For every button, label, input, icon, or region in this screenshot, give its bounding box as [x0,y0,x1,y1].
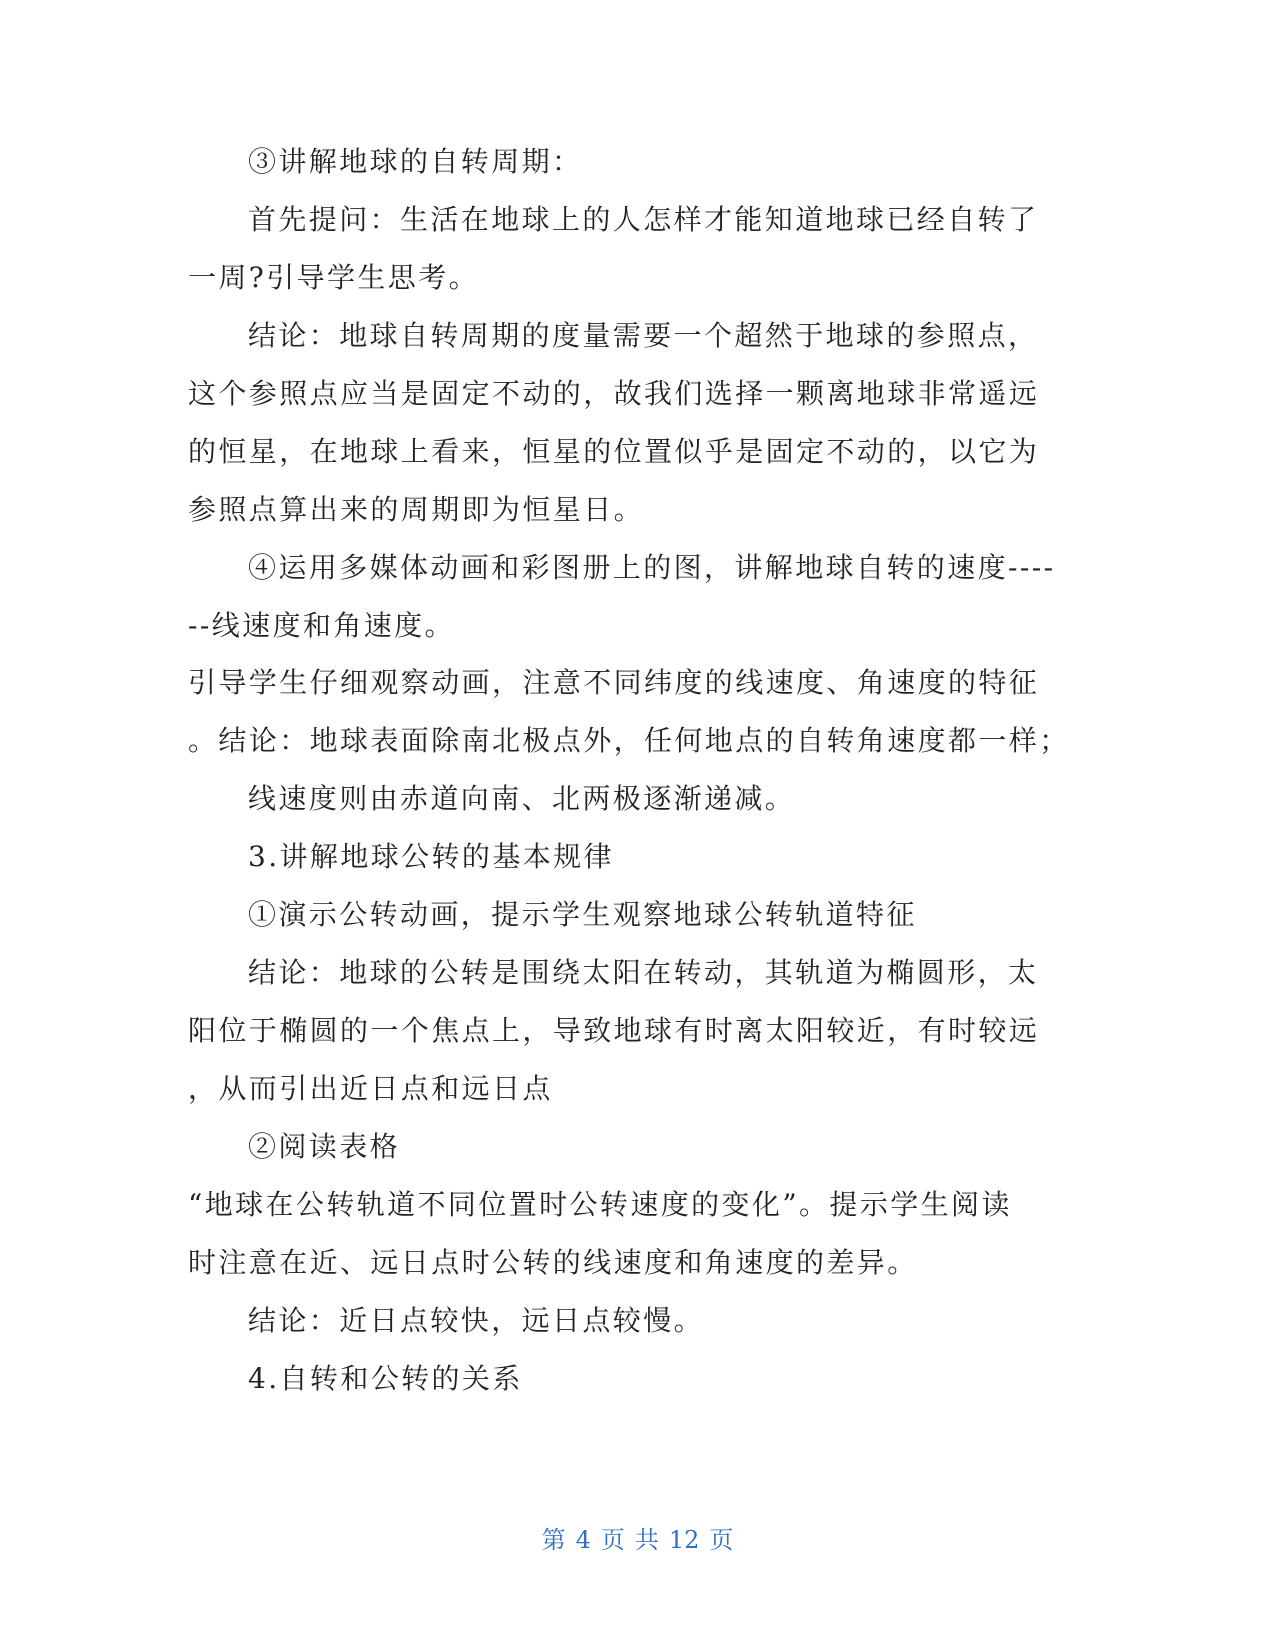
body-line: 引导学生仔细观察动画，注意不同纬度的线速度、角速度的特征 [188,666,1040,699]
body-line: 。结论：地球表面除南北极点外，任何地点的自转角速度都一样； [188,724,1070,757]
footer-page-number: 4 [575,1526,591,1554]
footer-prefix: 第 [541,1526,566,1554]
section-heading: 3.讲解地球公转的基本规律 [248,840,614,873]
body-line: 参照点算出来的周期即为恒星日。 [188,493,645,526]
body-line: 线速度则由赤道向南、北两极逐渐递减。 [248,782,796,815]
body-line: “地球在公转轨道不同位置时公转速度的变化”。提示学生阅读 [188,1188,1012,1221]
body-line: ④运用多媒体动画和彩图册上的图，讲解地球自转的速度---- [248,551,1056,584]
page-footer [0,1520,1275,1555]
body-line: ，从而引出近日点和远日点 [188,1072,553,1105]
body-line: 首先提问：生活在地球上的人怎样才能知道地球已经自转了 [248,203,1039,236]
body-line: 阳位于椭圆的一个焦点上，导致地球有时离太阳较近，有时较远 [188,1014,1040,1047]
footer-suffix: 页 [709,1526,734,1554]
section-heading: 4.自转和公转的关系 [248,1362,523,1395]
footer-total-pages: 12 [668,1526,700,1554]
body-line: --线速度和角速度。 [188,609,455,642]
body-line: 结论：近日点较快，远日点较慢。 [248,1304,705,1337]
body-line: ③讲解地球的自转周期： [248,145,583,178]
body-line: 时注意在近、远日点时公转的线速度和角速度的差异。 [188,1246,918,1279]
body-line: ②阅读表格 [248,1130,401,1163]
body-line: 结论：地球的公转是围绕太阳在转动，其轨道为椭圆形，太 [248,956,1039,989]
body-line: 结论：地球自转周期的度量需要一个超然于地球的参照点， [248,319,1039,352]
footer-middle: 页 [600,1526,625,1554]
footer-total-prefix: 共 [634,1526,659,1554]
body-line: 一周?引导学生思考。 [188,261,480,294]
body-line: ①演示公转动画，提示学生观察地球公转轨道特征 [248,898,917,931]
body-line: 的恒星，在地球上看来，恒星的位置似乎是固定不动的，以它为 [188,435,1040,468]
body-line: 这个参照点应当是固定不动的，故我们选择一颗离地球非常遥远 [188,377,1040,410]
